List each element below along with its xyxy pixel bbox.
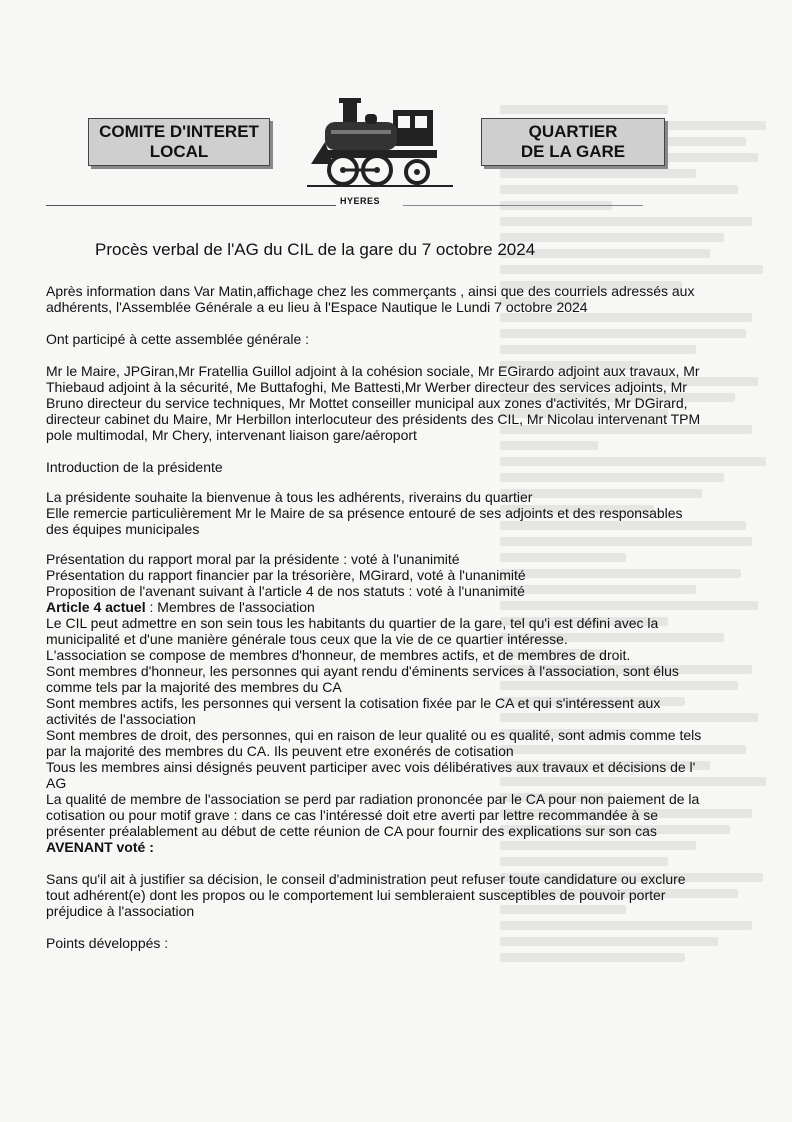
amendment-label: AVENANT voté :	[46, 839, 154, 855]
right-box-line-1: QUARTIER	[528, 122, 618, 141]
amendment-text: Sans qu'il ait à justifier sa décision, le conseil d'administration peut refuser toute candidature ou exclure tout adhérent(e) dont les propos ou le comportement lui sembleraient susceptibles de pouvoir porter préjudice à l'association	[46, 871, 686, 919]
article-paragraph: Sont membres d'honneur, les personnes qui ayant rendu d'éminents services à l'association, sont élus comme tels par la majorité des membres du CA	[46, 663, 679, 695]
vote-amendment-proposal: Proposition de l'avenant suivant à l'article 4 de nos statuts : voté à l'unanimité	[46, 583, 525, 599]
steam-locomotive-logo	[305, 92, 455, 192]
participants-heading: Ont participé à cette assemblée générale :	[46, 331, 310, 347]
article-4-heading	[46, 599, 706, 615]
article-4-title: : Membres de l'association	[145, 599, 315, 615]
article-paragraph: La qualité de membre de l'association se perd par radiation prononcée par le CA pour non paiement de la cotisation ou pour motif grave : dans ce cas l'intéressé doit etre averti par lettre recommandée à se présenter préalablement au début de cette réunion de CA pour fournir des explications sur son cas	[46, 791, 700, 839]
town-label: HYERES	[340, 196, 381, 206]
header-rule-left	[46, 205, 336, 206]
document-title: Procès verbal de l'AG du CIL de la gare du 7 octobre 2024	[95, 240, 536, 259]
left-box-line-1: COMITE D'INTERET	[99, 122, 259, 141]
article-4-label: Article 4 actuel	[46, 599, 146, 615]
article-paragraph: Le CIL peut admettre en son sein tous les habitants du quartier de la gare, tel qu'i est défini avec la municipalité et d'une manière générale tous ceux que la vie de ce quartier intéresse.	[46, 615, 659, 647]
points-developed-heading: Points développés :	[46, 935, 169, 951]
participants-list: Mr le Maire, JPGiran,Mr Fratellia Guillol adjoint à la cohésion sociale, Mr EGirardo adjoint aux travaux, Mr Thiebaud adjoint à la sécurité, Me Buttafoghi, Me Battesti,Mr Werber directeur des services adjoints, Mr Bruno directeur du service techniques, Mr Mottet conseiller municipal aux zones d'activités, Mr DGirard, directeur cabinet du Maire, Mr Herbillon interlocuteur des présidents des CIL, Mr Nicolau intervenant TPM pole multimodal, Mr Chery, intervenant liaison gare/aéroport	[46, 363, 701, 443]
right-box-line-2: DE LA GARE	[520, 142, 626, 161]
header-rule-right	[403, 205, 643, 206]
article-paragraph: L'association se compose de membres d'honneur, de membres actifs, et de membres de droit.	[46, 647, 631, 663]
intro-paragraph: Après information dans Var Matin,affichage chez les commerçants , ainsi que des courriels adressés aux adhérents, l'Assemblée Générale a eu lieu à l'Espace Nautique le Lundi 7 octobre 2024	[46, 283, 695, 315]
document-body	[46, 283, 706, 951]
comite-interet-local-box	[88, 118, 270, 166]
left-box-line-2: LOCAL	[149, 142, 209, 161]
article-paragraph: Tous les membres ainsi désignés peuvent participer avec vois délibératives aux travaux et décisions de l' AG	[46, 759, 696, 791]
vote-moral-report: Présentation du rapport moral par la présidente : voté à l'unanimité	[46, 551, 460, 567]
vote-financial-report: Présentation du rapport financier par la trésorière, MGirard, voté à l'unanimité	[46, 567, 526, 583]
article-paragraph: Sont membres actifs, les personnes qui versent la cotisation fixée par le CA et qui s'intéressent aux activités de l'association	[46, 695, 661, 727]
introduction-heading: Introduction de la présidente	[46, 459, 223, 475]
welcome-line-2: Elle remercie particulièrement Mr le Maire de sa présence entouré de ses adjoints et des responsables des équipes municipales	[46, 505, 683, 537]
welcome-line-1: La présidente souhaite la bienvenue à tous les adhérents, riverains du quartier	[46, 489, 533, 505]
quartier-de-la-gare-box	[481, 118, 665, 166]
article-paragraph: Sont membres de droit, des personnes, qui en raison de leur qualité ou es qualité, sont admis comme tels par la majorité des membres du CA. Ils peuvent etre exonérés de cotisation	[46, 727, 702, 759]
